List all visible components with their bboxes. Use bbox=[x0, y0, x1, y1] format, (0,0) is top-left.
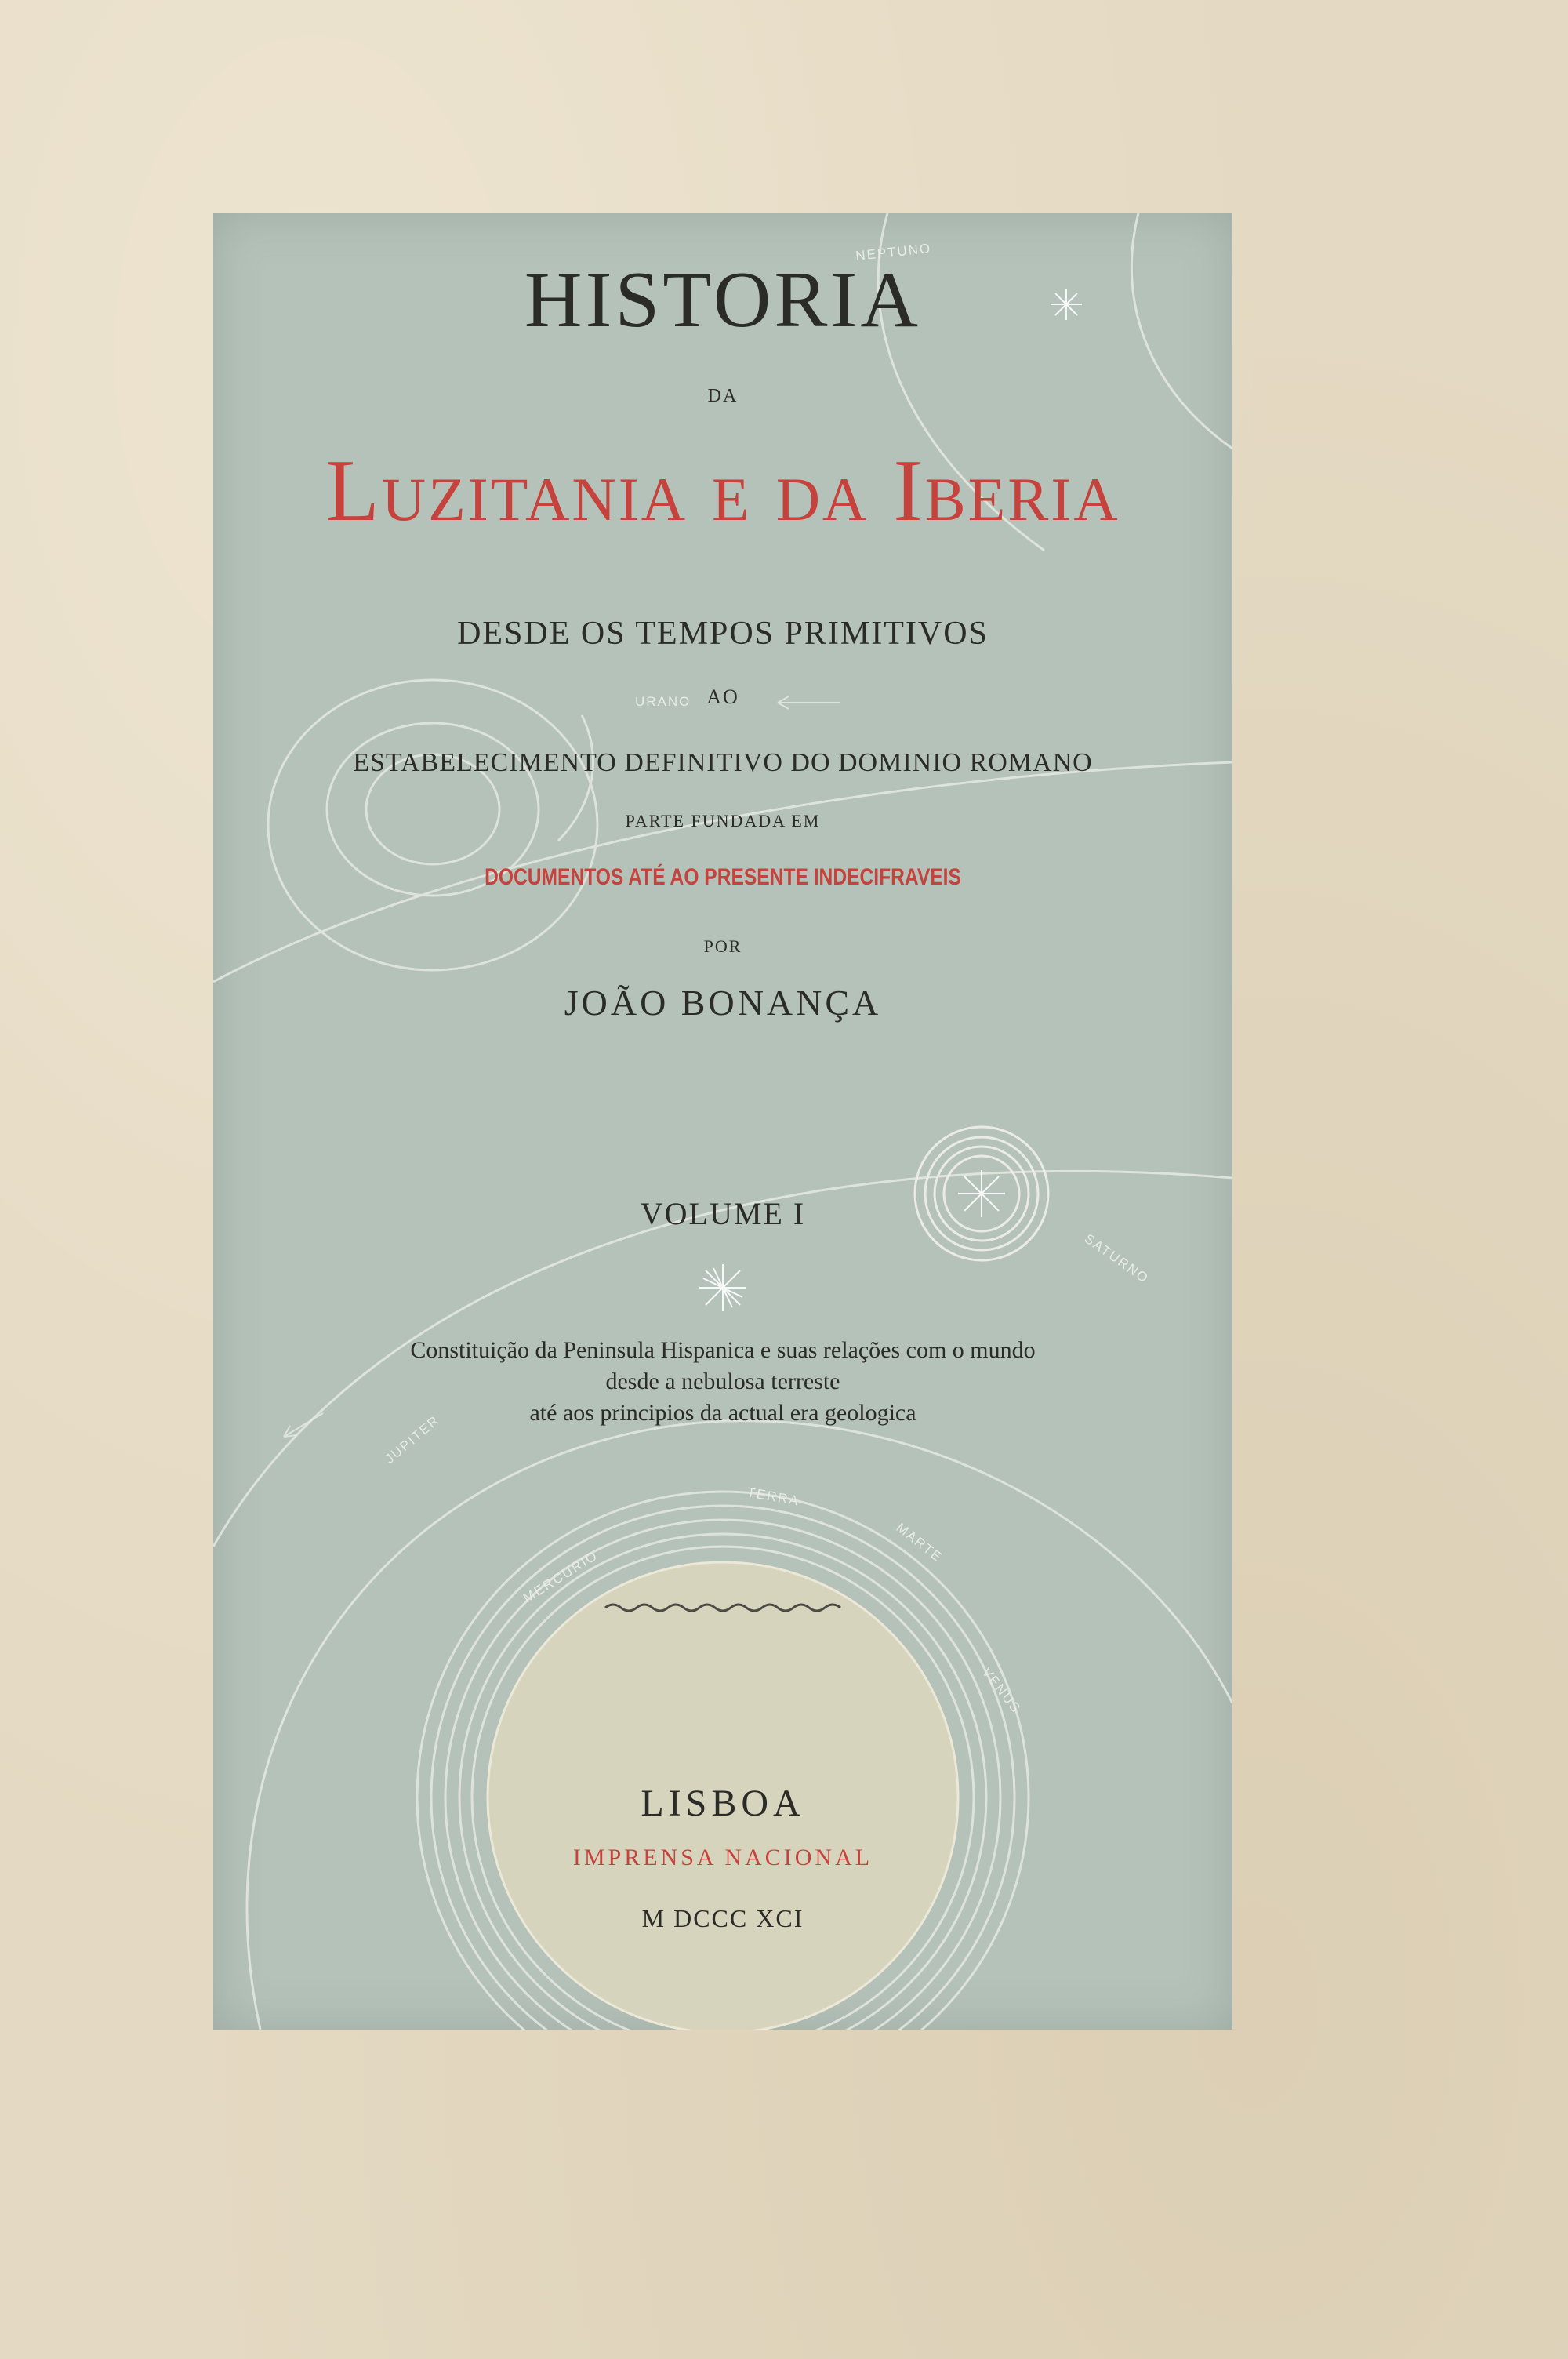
subtitle-line4: DOCUMENTOS ATÉ AO PRESENTE INDECIFRAVEIS bbox=[485, 864, 961, 890]
volume-label: VOLUME I bbox=[640, 1196, 806, 1231]
byline-por: POR bbox=[703, 936, 742, 956]
imprint-city: LISBOA bbox=[641, 1783, 805, 1824]
label-marte: MARTE bbox=[893, 1520, 946, 1565]
label-urano: URANO bbox=[635, 694, 691, 709]
description-line2: desde a nebulosa terreste bbox=[605, 1369, 840, 1394]
imprint-press: IMPRENSA NACIONAL bbox=[572, 1845, 873, 1870]
title-main: HISTORIA bbox=[524, 256, 922, 344]
description-line3: até aos principios da actual era geologica bbox=[529, 1400, 916, 1426]
label-saturno: SATURNO bbox=[1081, 1230, 1152, 1287]
description bbox=[213, 1335, 1232, 1429]
label-jupiter: JUPITER bbox=[382, 1412, 443, 1467]
label-mercurio: MERCURIO bbox=[521, 1547, 601, 1606]
author-name: JOÃO BONANÇA bbox=[564, 983, 882, 1023]
imprint-year: M DCCC XCI bbox=[641, 1904, 804, 1932]
star-jupiter bbox=[699, 1264, 746, 1311]
description-line1: Constituição da Peninsula Hispanica e suas relações com o mundo bbox=[410, 1337, 1036, 1363]
subtitle-line3: PARTE FUNDADA EM bbox=[625, 811, 821, 831]
label-neptuno: NEPTUNO bbox=[855, 240, 933, 264]
cover-plate bbox=[213, 213, 1232, 2030]
title-connector: DA bbox=[707, 386, 739, 406]
label-terra: TERRA bbox=[746, 1485, 801, 1509]
subtitle-line2: ESTABELECIMENTO DEFINITIVO DO DOMINIO ROMANO bbox=[353, 748, 1093, 777]
label-venus: VENUS bbox=[978, 1664, 1025, 1717]
subtitle-connector: AO bbox=[706, 685, 739, 708]
subtitle-line1: DESDE OS TEMPOS PRIMITIVOS bbox=[457, 616, 989, 652]
title-subject: Luzitania e da Iberia bbox=[325, 442, 1120, 540]
